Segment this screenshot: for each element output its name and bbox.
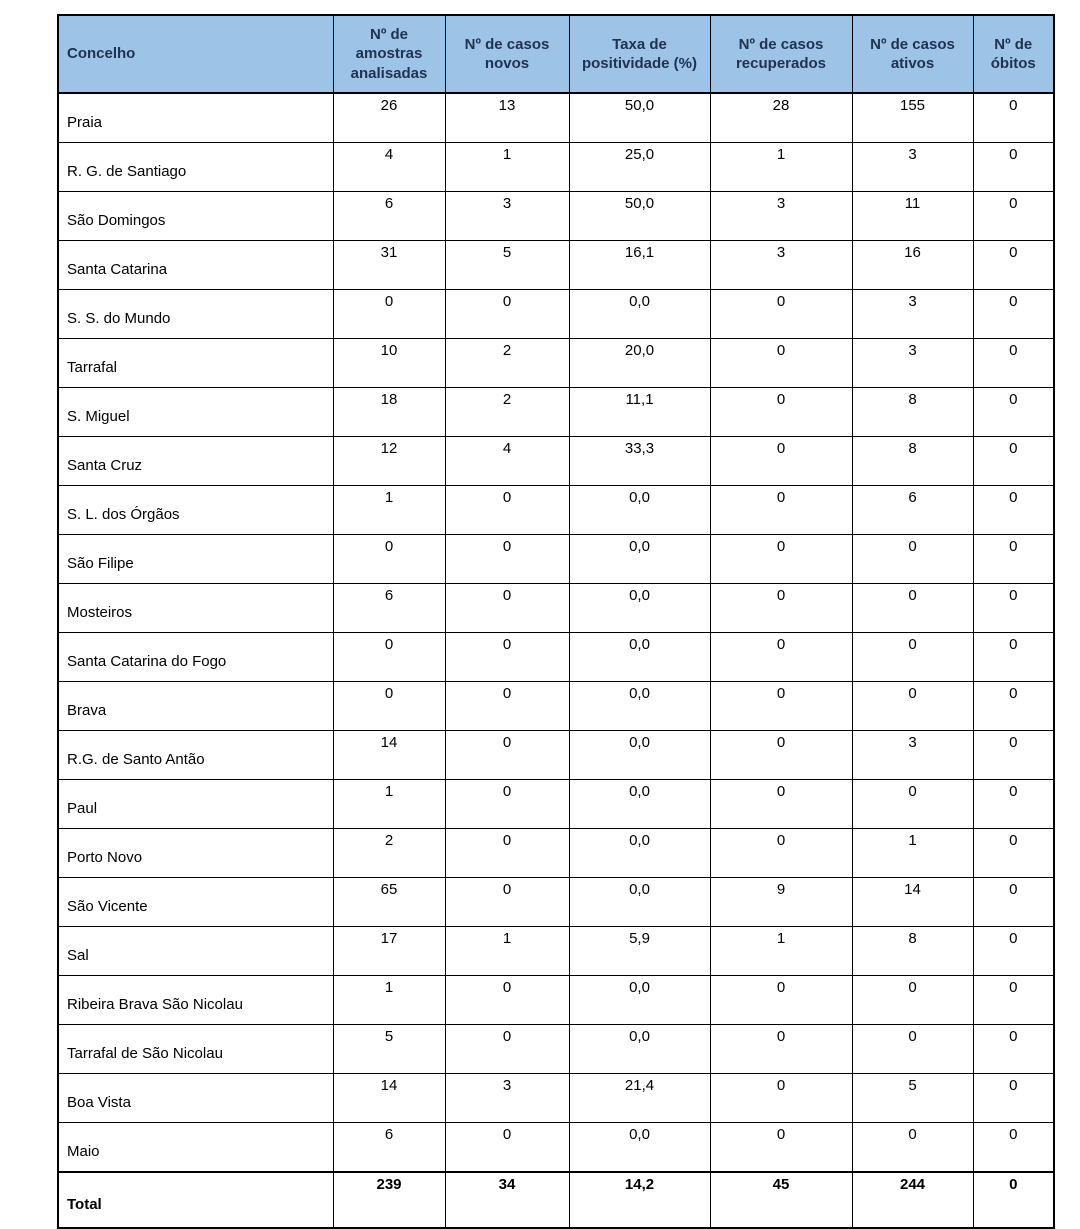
value-cell-novos: 0 xyxy=(445,829,569,878)
table-row xyxy=(58,192,1054,241)
value-cell-recuperados: 0 xyxy=(710,290,852,339)
value-cell-taxa: 20,0 xyxy=(569,339,710,388)
value-cell-amostras: 0 xyxy=(333,633,445,682)
table-row xyxy=(58,682,1054,731)
table-row xyxy=(58,143,1054,192)
header-casos-ativos: Nº de casos ativos xyxy=(852,15,973,93)
value-cell-amostras: 4 xyxy=(333,143,445,192)
value-cell-obitos: 0 xyxy=(973,633,1054,682)
value-cell-ativos: 3 xyxy=(852,731,973,780)
value-cell-amostras: 65 xyxy=(333,878,445,927)
value-cell-recuperados: 1 xyxy=(710,143,852,192)
concelho-cell: R.G. de Santo Antão xyxy=(58,731,333,780)
value-cell-novos: 2 xyxy=(445,339,569,388)
value-cell-novos: 13 xyxy=(445,93,569,143)
value-cell-taxa: 5,9 xyxy=(569,927,710,976)
value-cell-novos: 0 xyxy=(445,1025,569,1074)
concelho-cell: Santa Catarina do Fogo xyxy=(58,633,333,682)
concelho-cell: Tarrafal xyxy=(58,339,333,388)
value-cell-amostras: 2 xyxy=(333,829,445,878)
value-cell-novos: 0 xyxy=(445,878,569,927)
value-cell-recuperados: 0 xyxy=(710,1074,852,1123)
value-cell-amostras: 6 xyxy=(333,584,445,633)
value-cell-taxa: 0,0 xyxy=(569,780,710,829)
value-cell-taxa: 0,0 xyxy=(569,584,710,633)
value-cell-novos: 0 xyxy=(445,731,569,780)
table-row xyxy=(58,437,1054,486)
value-cell-obitos: 0 xyxy=(973,927,1054,976)
table-row xyxy=(58,780,1054,829)
value-cell-ativos: 16 xyxy=(852,241,973,290)
value-cell-obitos: 0 xyxy=(973,437,1054,486)
value-cell-taxa: 25,0 xyxy=(569,143,710,192)
concelho-stats-table xyxy=(57,14,1055,1229)
value-cell-ativos: 14 xyxy=(852,878,973,927)
value-cell-ativos: 1 xyxy=(852,829,973,878)
value-cell-novos: 0 xyxy=(445,976,569,1025)
table-row xyxy=(58,486,1054,535)
value-cell-ativos: 244 xyxy=(852,1172,973,1228)
value-cell-amostras: 18 xyxy=(333,388,445,437)
concelho-cell: Tarrafal de São Nicolau xyxy=(58,1025,333,1074)
value-cell-novos: 3 xyxy=(445,192,569,241)
value-cell-amostras: 26 xyxy=(333,93,445,143)
value-cell-recuperados: 0 xyxy=(710,1025,852,1074)
concelho-cell: Santa Catarina xyxy=(58,241,333,290)
value-cell-ativos: 8 xyxy=(852,437,973,486)
value-cell-recuperados: 0 xyxy=(710,339,852,388)
value-cell-novos: 3 xyxy=(445,1074,569,1123)
value-cell-obitos: 0 xyxy=(973,192,1054,241)
table-row xyxy=(58,290,1054,339)
table-row xyxy=(58,388,1054,437)
total-row xyxy=(58,1172,1054,1228)
value-cell-ativos: 0 xyxy=(852,682,973,731)
value-cell-amostras: 1 xyxy=(333,780,445,829)
concelho-cell: Brava xyxy=(58,682,333,731)
value-cell-obitos: 0 xyxy=(973,731,1054,780)
value-cell-obitos: 0 xyxy=(973,388,1054,437)
value-cell-obitos: 0 xyxy=(973,93,1054,143)
concelho-cell: Sal xyxy=(58,927,333,976)
table-body xyxy=(58,93,1054,1228)
value-cell-taxa: 0,0 xyxy=(569,486,710,535)
value-cell-amostras: 14 xyxy=(333,731,445,780)
value-cell-amostras: 6 xyxy=(333,192,445,241)
value-cell-novos: 0 xyxy=(445,584,569,633)
value-cell-novos: 34 xyxy=(445,1172,569,1228)
value-cell-amostras: 239 xyxy=(333,1172,445,1228)
value-cell-obitos: 0 xyxy=(973,241,1054,290)
value-cell-amostras: 0 xyxy=(333,535,445,584)
concelho-cell: São Vicente xyxy=(58,878,333,927)
value-cell-ativos: 0 xyxy=(852,780,973,829)
concelho-cell: Paul xyxy=(58,780,333,829)
value-cell-taxa: 0,0 xyxy=(569,878,710,927)
table-row xyxy=(58,1074,1054,1123)
value-cell-taxa: 0,0 xyxy=(569,829,710,878)
header-casos-novos: Nº de casos novos xyxy=(445,15,569,93)
concelho-cell: Ribeira Brava São Nicolau xyxy=(58,976,333,1025)
value-cell-amostras: 17 xyxy=(333,927,445,976)
value-cell-recuperados: 9 xyxy=(710,878,852,927)
value-cell-recuperados: 3 xyxy=(710,241,852,290)
value-cell-obitos: 0 xyxy=(973,535,1054,584)
value-cell-amostras: 10 xyxy=(333,339,445,388)
value-cell-ativos: 0 xyxy=(852,584,973,633)
value-cell-recuperados: 0 xyxy=(710,633,852,682)
value-cell-obitos: 0 xyxy=(973,878,1054,927)
value-cell-obitos: 0 xyxy=(973,829,1054,878)
value-cell-ativos: 8 xyxy=(852,927,973,976)
value-cell-obitos: 0 xyxy=(973,1074,1054,1123)
table-row xyxy=(58,927,1054,976)
value-cell-novos: 1 xyxy=(445,927,569,976)
value-cell-ativos: 3 xyxy=(852,339,973,388)
value-cell-taxa: 50,0 xyxy=(569,192,710,241)
header-casos-recuperados: Nº de casos recuperados xyxy=(710,15,852,93)
value-cell-ativos: 0 xyxy=(852,1025,973,1074)
value-cell-amostras: 14 xyxy=(333,1074,445,1123)
table-row xyxy=(58,535,1054,584)
concelho-cell: Boa Vista xyxy=(58,1074,333,1123)
value-cell-obitos: 0 xyxy=(973,780,1054,829)
value-cell-taxa: 0,0 xyxy=(569,1123,710,1173)
value-cell-obitos: 0 xyxy=(973,290,1054,339)
value-cell-obitos: 0 xyxy=(973,682,1054,731)
concelho-cell: Maio xyxy=(58,1123,333,1173)
concelho-cell: Praia xyxy=(58,93,333,143)
value-cell-taxa: 0,0 xyxy=(569,1025,710,1074)
value-cell-novos: 0 xyxy=(445,780,569,829)
value-cell-recuperados: 0 xyxy=(710,682,852,731)
concelho-stats-table-container xyxy=(57,14,1055,1229)
concelho-cell: S. Miguel xyxy=(58,388,333,437)
value-cell-obitos: 0 xyxy=(973,1123,1054,1173)
value-cell-novos: 0 xyxy=(445,486,569,535)
value-cell-ativos: 3 xyxy=(852,143,973,192)
concelho-cell: S. L. dos Órgãos xyxy=(58,486,333,535)
table-row xyxy=(58,731,1054,780)
value-cell-novos: 1 xyxy=(445,143,569,192)
value-cell-novos: 2 xyxy=(445,388,569,437)
value-cell-recuperados: 0 xyxy=(710,976,852,1025)
value-cell-obitos: 0 xyxy=(973,143,1054,192)
table-row xyxy=(58,339,1054,388)
value-cell-recuperados: 0 xyxy=(710,584,852,633)
concelho-cell: Santa Cruz xyxy=(58,437,333,486)
concelho-cell: São Domingos xyxy=(58,192,333,241)
value-cell-recuperados: 0 xyxy=(710,780,852,829)
value-cell-novos: 5 xyxy=(445,241,569,290)
value-cell-obitos: 0 xyxy=(973,486,1054,535)
value-cell-ativos: 8 xyxy=(852,388,973,437)
value-cell-taxa: 0,0 xyxy=(569,682,710,731)
value-cell-novos: 0 xyxy=(445,682,569,731)
value-cell-novos: 4 xyxy=(445,437,569,486)
value-cell-obitos: 0 xyxy=(973,339,1054,388)
value-cell-ativos: 3 xyxy=(852,290,973,339)
value-cell-ativos: 0 xyxy=(852,535,973,584)
concelho-cell: S. S. do Mundo xyxy=(58,290,333,339)
value-cell-obitos: 0 xyxy=(973,1172,1054,1228)
value-cell-obitos: 0 xyxy=(973,584,1054,633)
header-row xyxy=(58,15,1054,93)
table-row xyxy=(58,878,1054,927)
value-cell-obitos: 0 xyxy=(973,1025,1054,1074)
concelho-cell: Total xyxy=(58,1172,333,1228)
value-cell-recuperados: 0 xyxy=(710,1123,852,1173)
value-cell-taxa: 11,1 xyxy=(569,388,710,437)
value-cell-taxa: 0,0 xyxy=(569,976,710,1025)
value-cell-taxa: 0,0 xyxy=(569,535,710,584)
value-cell-recuperados: 3 xyxy=(710,192,852,241)
value-cell-ativos: 0 xyxy=(852,1123,973,1173)
table-row xyxy=(58,976,1054,1025)
value-cell-taxa: 21,4 xyxy=(569,1074,710,1123)
table-row xyxy=(58,93,1054,143)
table-row xyxy=(58,584,1054,633)
value-cell-novos: 0 xyxy=(445,633,569,682)
header-obitos: Nº de óbitos xyxy=(973,15,1054,93)
value-cell-taxa: 0,0 xyxy=(569,290,710,339)
value-cell-amostras: 0 xyxy=(333,290,445,339)
value-cell-recuperados: 0 xyxy=(710,731,852,780)
value-cell-taxa: 33,3 xyxy=(569,437,710,486)
value-cell-taxa: 0,0 xyxy=(569,731,710,780)
value-cell-amostras: 31 xyxy=(333,241,445,290)
value-cell-amostras: 6 xyxy=(333,1123,445,1173)
value-cell-ativos: 11 xyxy=(852,192,973,241)
value-cell-taxa: 50,0 xyxy=(569,93,710,143)
table-row xyxy=(58,241,1054,290)
value-cell-recuperados: 1 xyxy=(710,927,852,976)
value-cell-taxa: 0,0 xyxy=(569,633,710,682)
header-concelho: Concelho xyxy=(58,15,333,93)
concelho-cell: Mosteiros xyxy=(58,584,333,633)
value-cell-ativos: 0 xyxy=(852,633,973,682)
value-cell-taxa: 14,2 xyxy=(569,1172,710,1228)
value-cell-novos: 0 xyxy=(445,290,569,339)
value-cell-amostras: 0 xyxy=(333,682,445,731)
table-row xyxy=(58,633,1054,682)
value-cell-recuperados: 0 xyxy=(710,829,852,878)
value-cell-recuperados: 0 xyxy=(710,535,852,584)
table-row xyxy=(58,829,1054,878)
value-cell-novos: 0 xyxy=(445,535,569,584)
value-cell-amostras: 1 xyxy=(333,486,445,535)
value-cell-recuperados: 28 xyxy=(710,93,852,143)
table-header xyxy=(58,15,1054,93)
concelho-cell: Porto Novo xyxy=(58,829,333,878)
value-cell-novos: 0 xyxy=(445,1123,569,1173)
value-cell-obitos: 0 xyxy=(973,976,1054,1025)
value-cell-ativos: 0 xyxy=(852,976,973,1025)
value-cell-recuperados: 45 xyxy=(710,1172,852,1228)
value-cell-recuperados: 0 xyxy=(710,388,852,437)
value-cell-amostras: 12 xyxy=(333,437,445,486)
header-amostras-analisadas: Nº de amostras analisadas xyxy=(333,15,445,93)
header-taxa-positividade: Taxa de positividade (%) xyxy=(569,15,710,93)
value-cell-taxa: 16,1 xyxy=(569,241,710,290)
value-cell-recuperados: 0 xyxy=(710,486,852,535)
value-cell-recuperados: 0 xyxy=(710,437,852,486)
table-row xyxy=(58,1123,1054,1173)
value-cell-amostras: 5 xyxy=(333,1025,445,1074)
concelho-cell: R. G. de Santiago xyxy=(58,143,333,192)
table-row xyxy=(58,1025,1054,1074)
value-cell-ativos: 155 xyxy=(852,93,973,143)
value-cell-amostras: 1 xyxy=(333,976,445,1025)
value-cell-ativos: 5 xyxy=(852,1074,973,1123)
value-cell-ativos: 6 xyxy=(852,486,973,535)
concelho-cell: São Filipe xyxy=(58,535,333,584)
